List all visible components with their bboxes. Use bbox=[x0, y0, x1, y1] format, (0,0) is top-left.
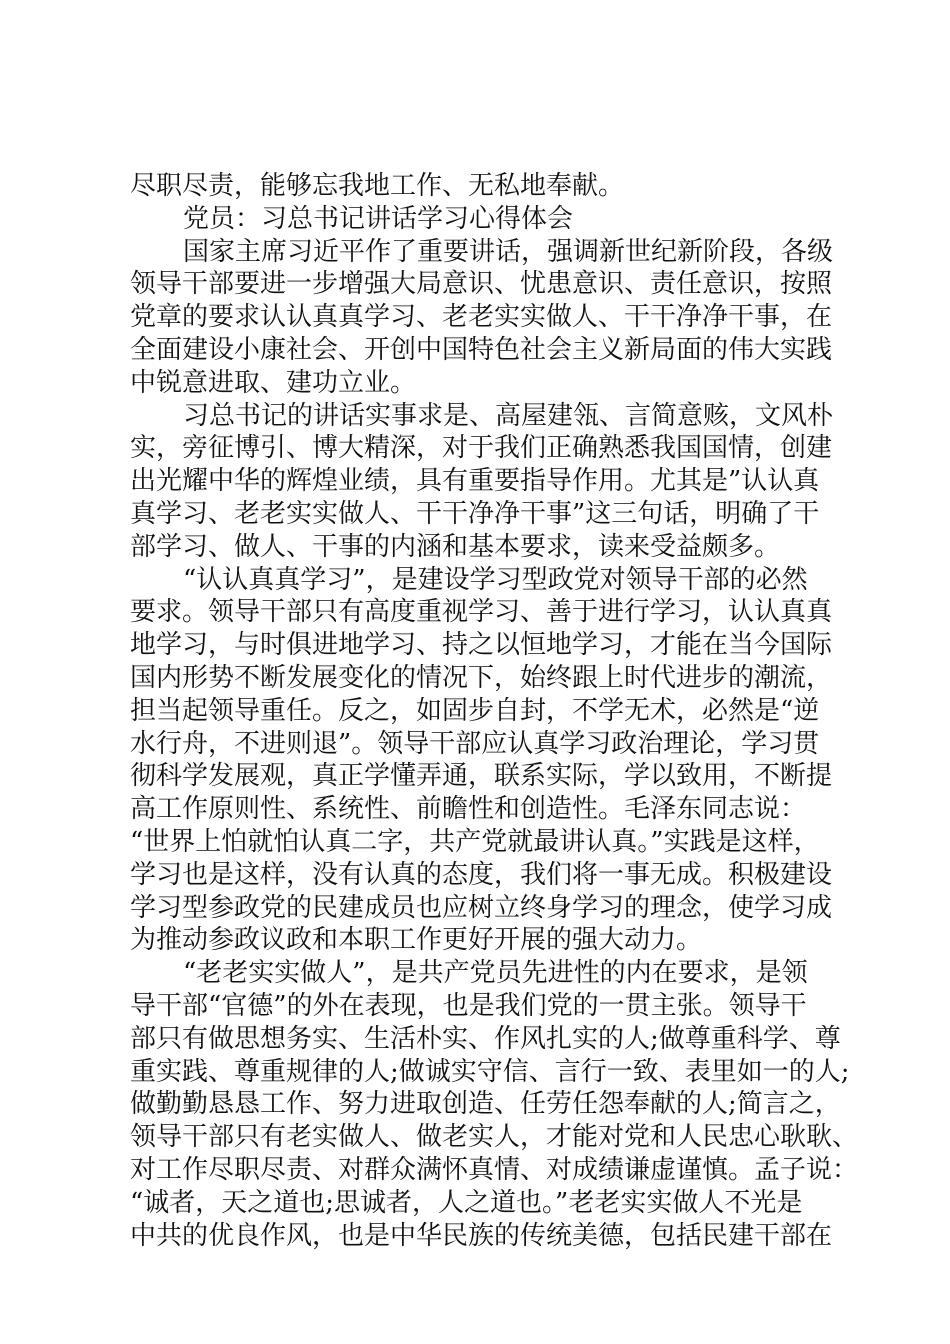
text-line: 对工作尽职尽责、对群众满怀真情、对成绩谦虚谨慎。孟子说： bbox=[130, 1154, 859, 1185]
text-line: 尽职尽责，能够忘我地工作、无私地奉献。 bbox=[130, 171, 625, 201]
text-line: 学习也是这样，没有认真的态度，我们将一事无成。积极建设 bbox=[130, 859, 833, 890]
text-line: 出光耀中华的辉煌业绩，具有重要指导作用。尤其是”认认真 bbox=[130, 466, 820, 497]
text-line: 中共的优良作风，也是中华民族的传统美德，包括民建干部在 bbox=[130, 1220, 833, 1251]
text-line: 领导干部要进一步增强大局意识、忧患意识、责任意识，按照 bbox=[130, 269, 833, 300]
text-line: 学习型参政党的民建成员也应树立终身学习的理念，使学习成 bbox=[130, 892, 833, 923]
text-line: 党章的要求认认真真学习、老老实实做人、干干净净干事，在 bbox=[130, 302, 833, 333]
text-line: 水行舟，不进则退”。领导干部应认真学习政治理论，学习贯 bbox=[130, 728, 820, 759]
text-line: 部学习、做人、干事的内涵和基本要求，读来受益颇多。 bbox=[130, 531, 781, 562]
text-line: 国内形势不断发展变化的情况下，始终跟上时代进步的潮流， bbox=[130, 662, 833, 693]
text-line: 国家主席习近平作了重要讲话，强调新世纪新阶段，各级 bbox=[183, 236, 834, 267]
text-line: 担当起领导重任。反之，如固步自封，不学无术，必然是“逆 bbox=[130, 695, 820, 726]
document-body bbox=[130, 170, 859, 1252]
text-line: “诚者，天之道也;思诚者，人之道也。”老老实实做人不光是 bbox=[130, 1187, 803, 1218]
text-line: 真学习、老老实实做人、干干净净干事”这三句话，明确了干 bbox=[130, 498, 820, 529]
text-line: “老老实实做人”，是共产党员先进性的内在要求，是领 bbox=[183, 958, 808, 989]
text-line: 实，旁征博引、博大精深，对于我们正确熟悉我国国情，创建 bbox=[130, 433, 833, 464]
section-heading: 党员：习总书记讲话学习心得体会 bbox=[183, 203, 574, 234]
text-line: 全面建设小康社会、开创中国特色社会主义新局面的伟大实践 bbox=[130, 334, 833, 365]
text-line: 中锐意进取、建功立业。 bbox=[130, 367, 417, 398]
text-line: 领导干部只有老实做人、做老实人，才能对党和人民忠心耿耿、 bbox=[130, 1122, 859, 1153]
text-line: 做勤勤恳恳工作、努力进取创造、任劳任怨奉献的人;简言之， bbox=[130, 1089, 841, 1120]
text-line: 高工作原则性、系统性、前瞻性和创造性。毛泽东同志说： bbox=[130, 794, 807, 825]
text-line: 地学习，与时俱进地学习、持之以恒地学习，才能在当今国际 bbox=[130, 630, 833, 661]
text-line: 习总书记的讲话实事求是、高屋建瓴、言简意赅，文风朴 bbox=[183, 400, 834, 431]
text-line: “认认真真学习”，是建设学习型政党对领导干部的必然 bbox=[183, 564, 808, 595]
text-line: 导干部“官德”的外在表现，也是我们党的一贯主张。领导干 bbox=[130, 990, 807, 1021]
text-line: 彻科学发展观，真正学懂弄通，联系实际，学以致用，不断提 bbox=[130, 761, 833, 792]
text-line: 重实践、尊重规律的人;做诚实守信、言行一致、表里如一的人; bbox=[130, 1056, 850, 1087]
text-line: “世界上怕就怕认真二字，共产党就最讲认真。”实践是这样， bbox=[130, 826, 820, 857]
text-line: 为推动参政议政和本职工作更好开展的强大动力。 bbox=[130, 925, 703, 956]
text-line: 部只有做思想务实、生活朴实、作风扎实的人;做尊重科学、尊 bbox=[130, 1023, 841, 1054]
text-line: 要求。领导干部只有高度重视学习、善于进行学习，认认真真 bbox=[130, 597, 833, 628]
